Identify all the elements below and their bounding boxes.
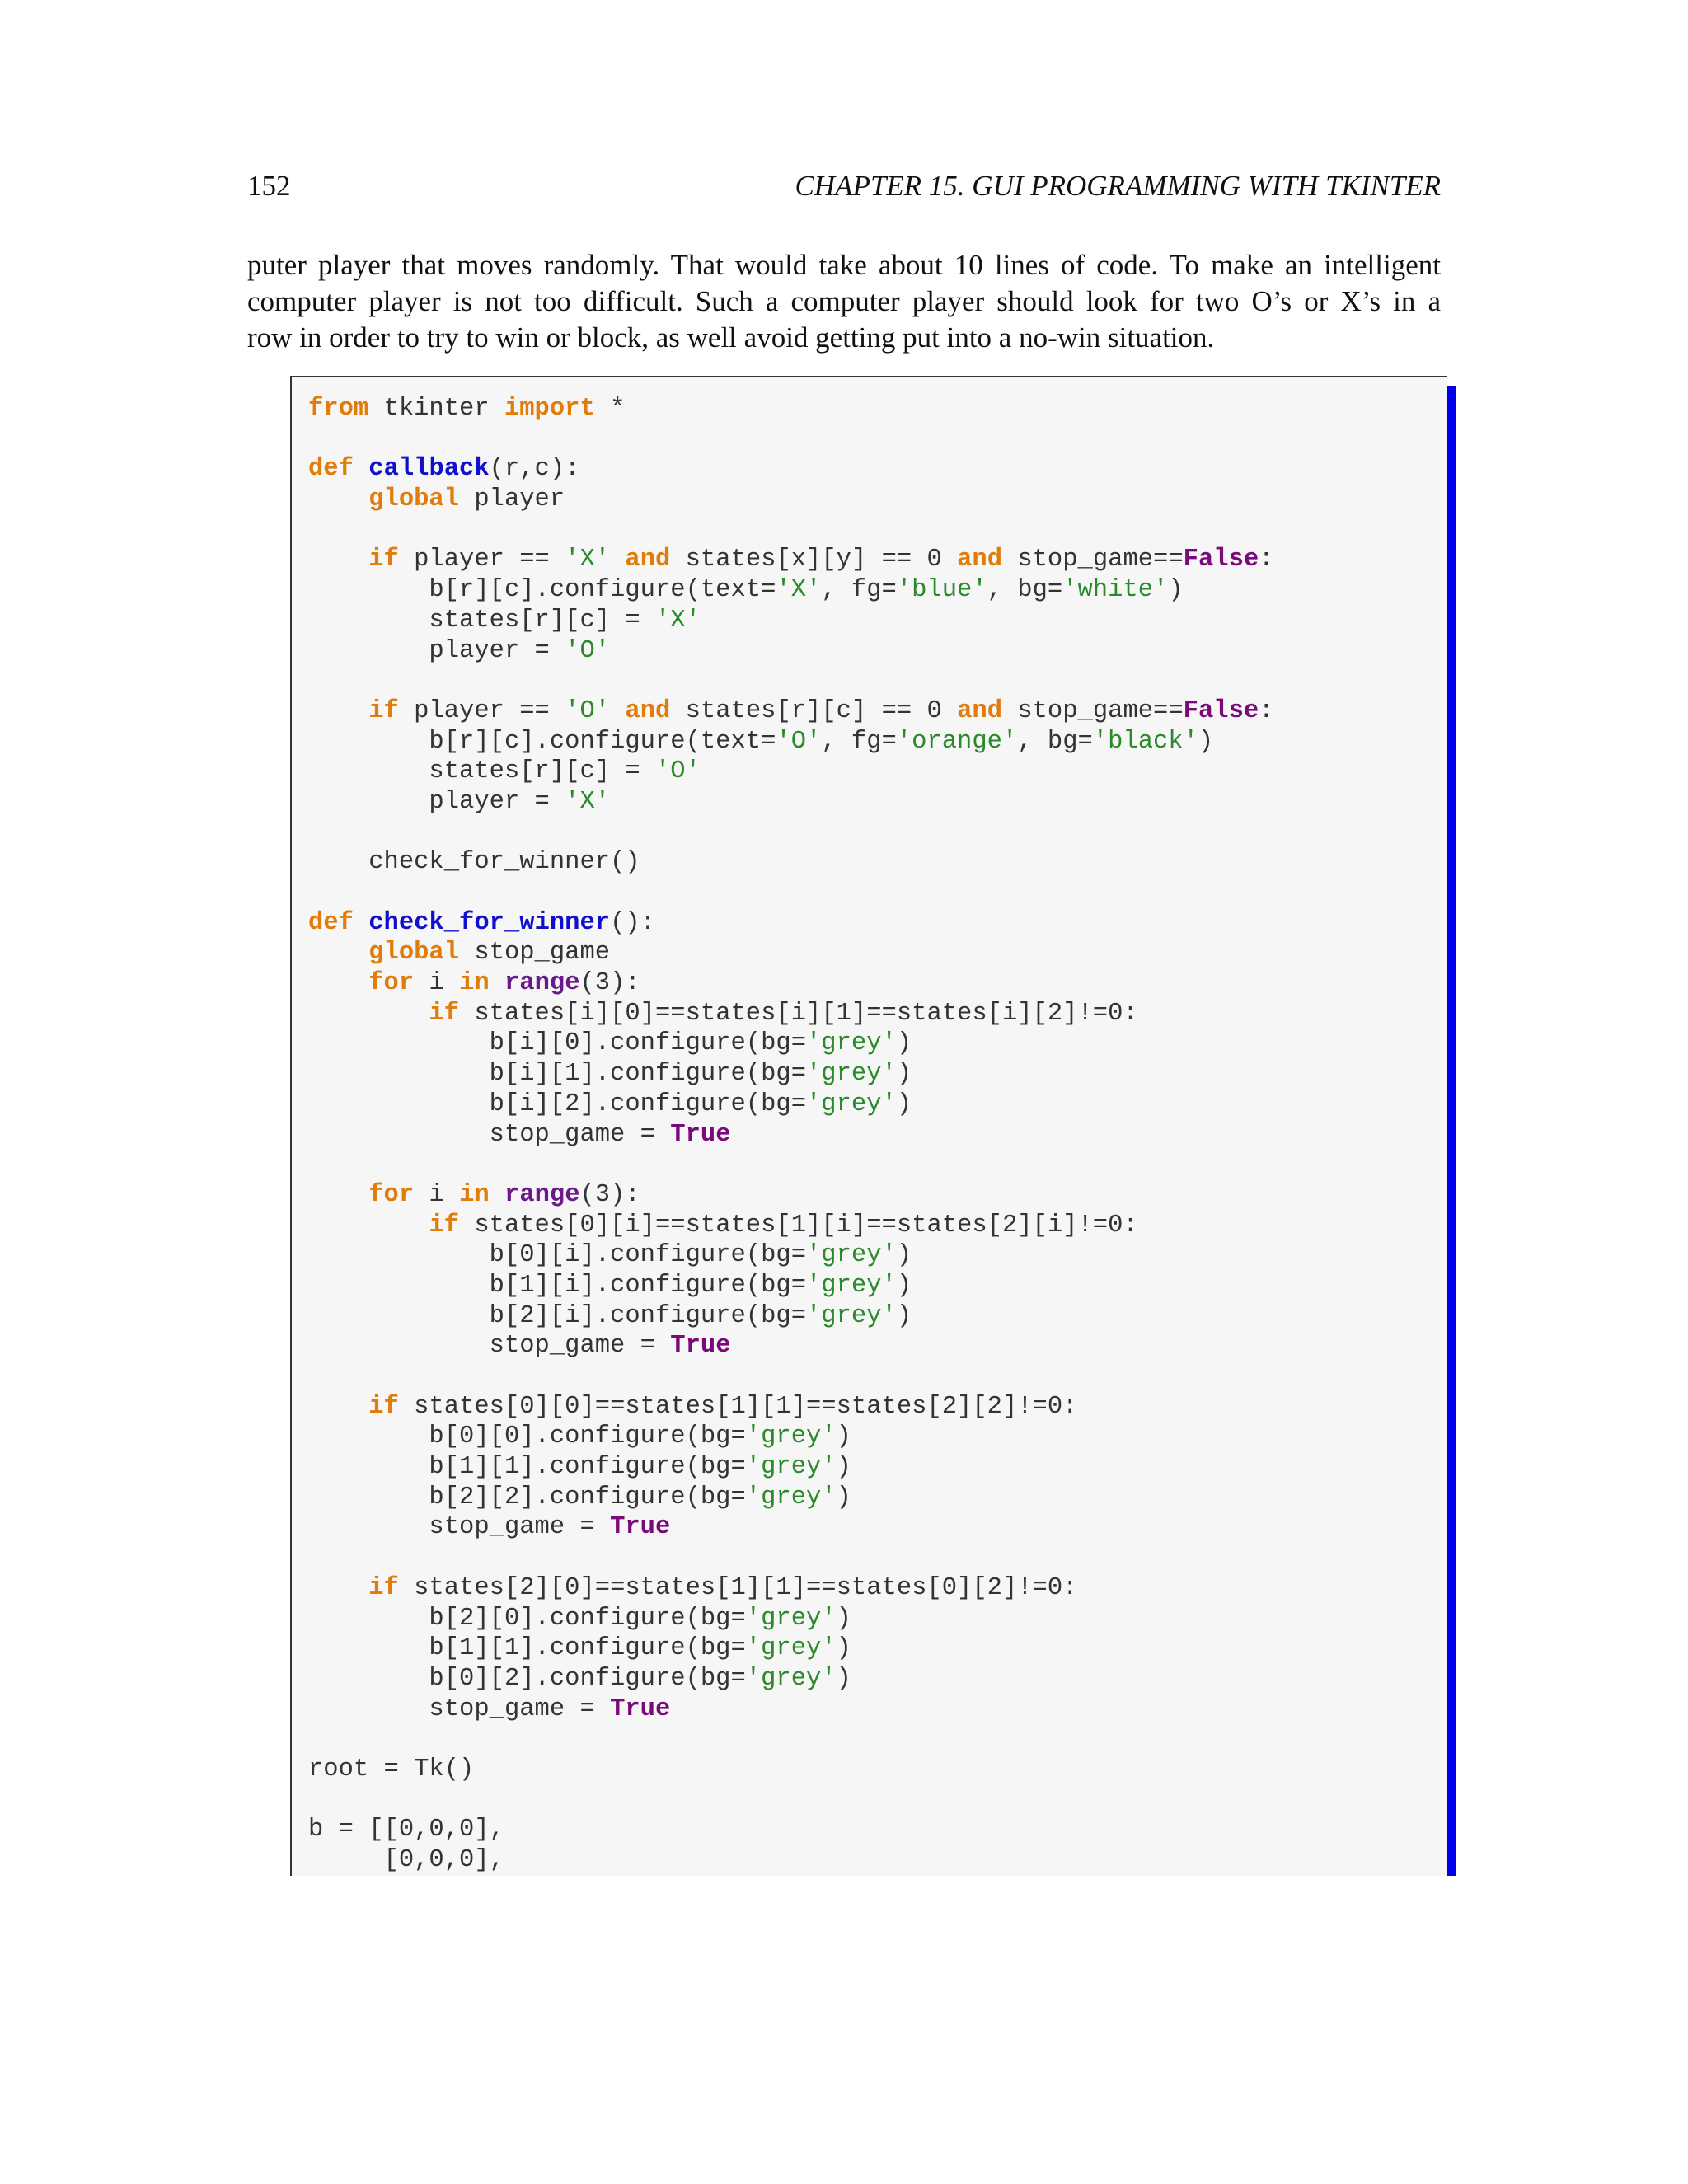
code-string: 'grey'	[745, 1483, 837, 1511]
code-keyword: in	[459, 969, 490, 998]
code-line	[308, 847, 1273, 878]
code-string: 'X'	[565, 546, 611, 574]
code-text: b = [[0,0,0],	[308, 1816, 504, 1844]
code-text	[308, 969, 368, 997]
code-text	[308, 1212, 429, 1240]
code-text: [0,0,0],	[308, 1846, 504, 1874]
code-string: 'grey'	[745, 1634, 837, 1663]
code-line	[308, 1059, 1273, 1090]
code-text: , fg=	[821, 576, 897, 605]
code-text: )	[1198, 727, 1214, 756]
code-text: root = Tk()	[308, 1755, 475, 1783]
code-text: )	[836, 1634, 851, 1663]
code-text: :	[1259, 546, 1274, 574]
code-line	[308, 606, 1273, 636]
page-number: 152	[247, 170, 291, 202]
code-text: )	[896, 1241, 912, 1270]
code-line	[308, 545, 1273, 575]
chapter-title: CHAPTER 15. GUI PROGRAMMING WITH TKINTER	[795, 170, 1441, 202]
intro-line: puter player that moves randomly. That would take about 10 lines of code. To make an intelligent	[247, 249, 1441, 281]
code-text	[308, 485, 368, 513]
intro-line: computer player is not too difficult. Such a computer player should look for two O’s or X’s in a	[247, 285, 1441, 317]
code-text: b[1][1].configure(bg=	[308, 1634, 746, 1663]
code-line	[308, 787, 1273, 818]
code-string: 'grey'	[806, 1241, 897, 1270]
code-text: player ==	[398, 546, 565, 574]
code-text: )	[896, 1090, 912, 1118]
code-line	[308, 696, 1273, 727]
code-text	[610, 697, 625, 725]
code-text: )	[896, 1271, 912, 1300]
code-line	[308, 938, 1273, 968]
code-constant: True	[670, 1332, 731, 1361]
code-text: tkinter	[368, 395, 504, 423]
code-keyword: def	[308, 455, 354, 484]
code-text: states[0][0]==states[1][1]==states[2][2]!=0:	[398, 1392, 1078, 1421]
code-text: states[0][i]==states[1][i]==states[2][i]!=0:	[459, 1211, 1138, 1240]
code-string: 'black'	[1092, 727, 1198, 756]
code-text: player =	[308, 636, 565, 665]
code-text: states[r][c] == 0	[670, 696, 958, 725]
code-line	[308, 999, 1273, 1029]
code-line	[308, 1271, 1273, 1301]
code-text: b[2][0].configure(bg=	[308, 1604, 746, 1633]
code-builtin: range	[504, 1180, 580, 1209]
code-text: (r,c):	[489, 455, 580, 484]
code-builtin: range	[504, 969, 580, 998]
code-line	[308, 1150, 1273, 1180]
code-keyword: and	[957, 546, 1003, 574]
code-keyword: def	[308, 908, 354, 937]
code-text: b[0][i].configure(bg=	[308, 1241, 806, 1270]
code-line	[308, 1694, 1273, 1725]
code-constant: True	[610, 1513, 671, 1542]
code-line	[308, 1845, 1273, 1876]
code-line	[308, 1815, 1273, 1845]
code-text: i	[414, 969, 460, 998]
code-text: stop_game	[459, 939, 611, 968]
intro-paragraph	[247, 247, 1441, 356]
code-string: 'O'	[654, 757, 701, 786]
code-function-name: callback	[368, 455, 490, 484]
code-constant: True	[670, 1120, 731, 1149]
code-keyword: if	[368, 1392, 399, 1421]
code-string: 'grey'	[745, 1453, 837, 1482]
intro-line: row in order to try to win or block, as well avoid getting put into a no-win situation.	[247, 321, 1215, 354]
code-keyword: and	[957, 696, 1003, 725]
code-line	[308, 485, 1273, 515]
code-line	[308, 1211, 1273, 1241]
code-text: )	[896, 1029, 912, 1058]
code-text: b[i][2].configure(bg=	[308, 1090, 806, 1118]
code-keyword: and	[625, 546, 671, 574]
code-keyword: global	[368, 939, 460, 968]
code-constant: False	[1183, 546, 1259, 574]
code-string: 'grey'	[745, 1664, 837, 1693]
code-line	[308, 1240, 1273, 1271]
code-text: b[2][2].configure(bg=	[308, 1483, 746, 1511]
code-text: player	[459, 485, 565, 514]
code-keyword: and	[625, 696, 671, 725]
code-text: )	[896, 1060, 912, 1089]
code-string: 'O'	[776, 727, 822, 756]
code-text: states[2][0]==states[1][1]==states[0][2]!=0:	[398, 1573, 1078, 1602]
code-string: 'grey'	[806, 1060, 897, 1089]
code-string: 'X'	[565, 787, 611, 816]
code-line	[308, 636, 1273, 667]
code-text: b[i][0].configure(bg=	[308, 1029, 806, 1058]
code-text: b[i][1].configure(bg=	[308, 1060, 806, 1089]
code-line	[308, 394, 1273, 424]
code-text: states[i][0]==states[i][1]==states[i][2]!=0:	[459, 999, 1138, 1028]
code-text: states[x][y] == 0	[670, 546, 958, 574]
code-text	[490, 969, 504, 997]
code-keyword: from	[308, 395, 369, 423]
code-text: )	[836, 1453, 851, 1482]
code-keyword: import	[504, 395, 595, 423]
code-text	[354, 455, 368, 483]
code-constant: True	[610, 1694, 671, 1723]
code-string: 'O'	[565, 636, 611, 665]
code-text: )	[836, 1422, 851, 1451]
code-text: b[r][c].configure(text=	[308, 727, 776, 756]
code-string: 'grey'	[806, 1301, 897, 1330]
code-line	[308, 1422, 1273, 1452]
code-keyword: if	[368, 696, 399, 725]
code-line	[308, 1543, 1273, 1573]
code-line	[308, 454, 1273, 485]
code-text	[610, 546, 625, 574]
code-text: *	[594, 395, 626, 423]
code-keyword: for	[368, 969, 415, 998]
code-line	[308, 1301, 1273, 1332]
code-line	[308, 1633, 1273, 1664]
code-text: player ==	[398, 696, 565, 725]
code-line	[308, 515, 1273, 546]
code-line	[308, 1452, 1273, 1483]
code-keyword: in	[459, 1180, 490, 1209]
code-line	[308, 1785, 1273, 1816]
code-keyword: if	[429, 1211, 460, 1240]
code-line	[308, 1483, 1273, 1513]
code-string: 'orange'	[896, 727, 1018, 756]
code-line	[308, 1392, 1273, 1422]
code-line	[308, 818, 1273, 848]
code-text: b[0][2].configure(bg=	[308, 1664, 746, 1693]
code-text	[308, 1574, 368, 1602]
code-text	[490, 1181, 504, 1209]
code-text: (3):	[579, 1180, 640, 1209]
code-line	[308, 1361, 1273, 1392]
code-listing-accent-bar	[1447, 386, 1456, 1876]
code-text: b[0][0].configure(bg=	[308, 1422, 746, 1451]
code-keyword: if	[368, 546, 399, 574]
code-line	[308, 575, 1273, 606]
code-line	[308, 878, 1273, 908]
code-line	[308, 1724, 1273, 1755]
code-text: stop_game==	[1002, 546, 1184, 574]
code-text: b[2][i].configure(bg=	[308, 1301, 806, 1330]
code-text: b[r][c].configure(text=	[308, 576, 776, 605]
code-line	[308, 1604, 1273, 1634]
code-line	[308, 1512, 1273, 1543]
code-text: , bg=	[1017, 727, 1093, 756]
code-line	[308, 666, 1273, 696]
code-text	[308, 697, 368, 725]
code-text: states[r][c] =	[308, 757, 655, 786]
code-keyword: global	[368, 485, 460, 514]
code-string: 'grey'	[806, 1090, 897, 1118]
code-string: 'grey'	[745, 1604, 837, 1633]
code-line	[308, 1331, 1273, 1361]
code-line	[308, 1120, 1273, 1151]
code-text: , fg=	[821, 727, 897, 756]
code-text: )	[1168, 576, 1184, 605]
code-text: player =	[308, 787, 565, 816]
code-text: :	[1259, 696, 1274, 725]
code-text: states[r][c] =	[308, 606, 655, 635]
code-text	[308, 939, 368, 967]
code-line	[308, 1180, 1273, 1211]
code-text: stop_game =	[308, 1332, 671, 1361]
code-text: )	[896, 1301, 912, 1330]
code-text	[308, 1393, 368, 1421]
code-block	[308, 394, 1273, 1876]
code-text: stop_game =	[308, 1513, 611, 1542]
code-text: b[1][i].configure(bg=	[308, 1271, 806, 1300]
code-text	[308, 1181, 368, 1209]
code-string: 'grey'	[745, 1422, 837, 1451]
code-string: 'grey'	[806, 1271, 897, 1300]
running-header	[247, 170, 1441, 211]
code-string: 'X'	[776, 576, 822, 605]
code-line	[308, 727, 1273, 757]
code-text: check_for_winner()	[308, 848, 640, 877]
code-line	[308, 424, 1273, 455]
code-text: stop_game =	[308, 1120, 671, 1149]
code-keyword: if	[368, 1573, 399, 1602]
code-string: 'O'	[565, 696, 611, 725]
code-line	[308, 968, 1273, 999]
code-text: ():	[610, 908, 656, 937]
code-string: 'X'	[654, 606, 701, 635]
code-string: 'grey'	[806, 1029, 897, 1058]
code-text: b[1][1].configure(bg=	[308, 1453, 746, 1482]
code-function-name: check_for_winner	[368, 908, 611, 937]
code-constant: False	[1183, 696, 1259, 725]
code-text: (3):	[579, 969, 640, 998]
code-keyword: if	[429, 999, 460, 1028]
code-text: )	[836, 1604, 851, 1633]
code-keyword: for	[368, 1180, 415, 1209]
code-text: i	[414, 1180, 460, 1209]
code-text: )	[836, 1664, 851, 1693]
code-line	[308, 1664, 1273, 1694]
code-line	[308, 1573, 1273, 1604]
code-text	[308, 1000, 429, 1028]
code-line	[308, 1090, 1273, 1120]
code-listing	[290, 376, 1447, 1876]
code-line	[308, 908, 1273, 939]
code-text: stop_game==	[1002, 696, 1184, 725]
code-line	[308, 1755, 1273, 1785]
code-line	[308, 1029, 1273, 1059]
code-text: )	[836, 1483, 851, 1511]
code-string: 'white'	[1062, 576, 1169, 605]
code-text	[354, 909, 368, 937]
code-string: 'blue'	[896, 576, 987, 605]
code-line	[308, 757, 1273, 787]
code-text: , bg=	[987, 576, 1063, 605]
code-text: stop_game =	[308, 1694, 611, 1723]
code-text	[308, 546, 368, 574]
